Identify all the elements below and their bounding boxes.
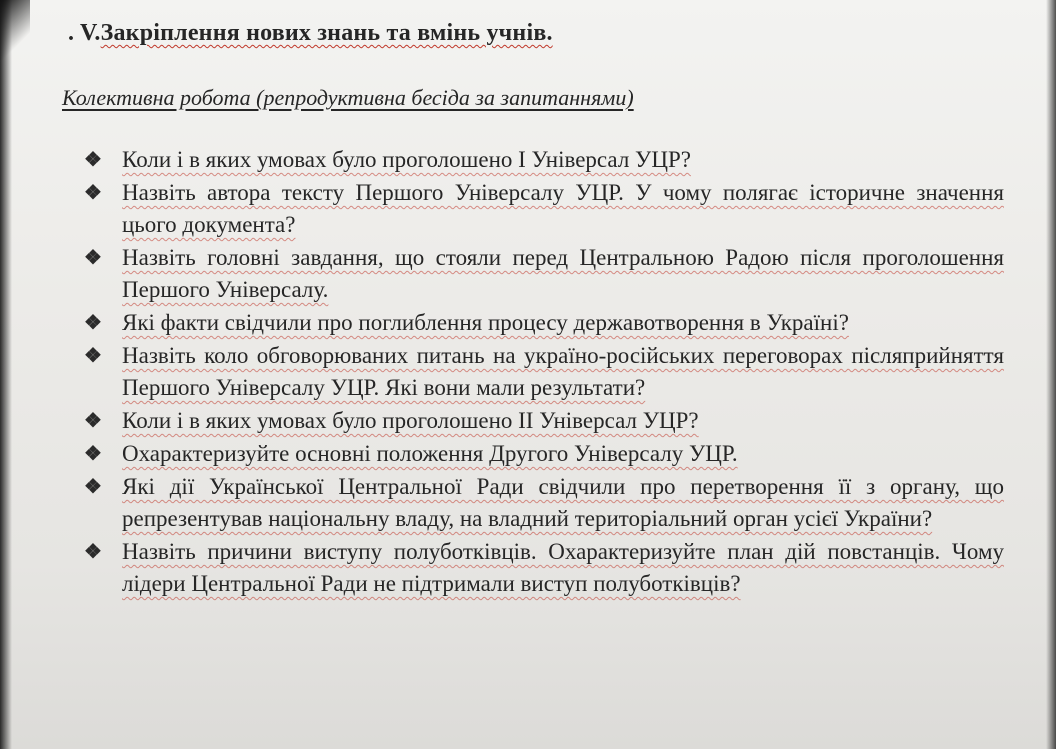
diamond-bullet-icon: ❖ <box>84 149 102 171</box>
diamond-bullet-icon: ❖ <box>84 182 102 204</box>
diamond-bullet-icon: ❖ <box>84 312 102 334</box>
photo-edge-left <box>0 0 12 749</box>
question-text: Які дії Української Центральної Ради свідчили про перетворення її з органу, що репрезентував національну владу, на владний територіальний орган усієї України? <box>122 474 1004 531</box>
subheading: Колективна робота (репродуктивна бесіда за запитаннями) <box>62 85 634 110</box>
list-item <box>84 144 1004 176</box>
diamond-bullet-icon: ❖ <box>84 345 102 367</box>
diamond-bullet-icon: ❖ <box>84 247 102 269</box>
list-item <box>84 438 1004 470</box>
list-item <box>84 340 1004 404</box>
list-item <box>84 405 1004 437</box>
list-item <box>84 307 1004 339</box>
section-heading <box>68 20 553 47</box>
question-text: Коли і в яких умовах було проголошено І Універсал УЦР? <box>122 147 691 172</box>
list-item <box>84 536 1004 600</box>
question-text: Назвіть причини виступу полуботківців. Охарактеризуйте план дій повстанців. Чому лідери Центральної Ради не підтримали виступ полуботківців? <box>122 539 1004 596</box>
list-item <box>84 242 1004 306</box>
question-text: Коли і в яких умовах було проголошено ІІ Універсал УЦР? <box>122 408 699 433</box>
question-list <box>84 144 1004 601</box>
question-text: Охарактеризуйте основні положення Другого Універсалу УЦР. <box>122 441 738 466</box>
photo-corner-shadow <box>0 0 30 60</box>
diamond-bullet-icon: ❖ <box>84 476 102 498</box>
section-title: Закріплення нових знань та вмінь учнів. <box>100 20 553 46</box>
photo-edge-right <box>1046 0 1056 749</box>
question-text: Назвіть автора тексту Першого Універсалу УЦР. У чому полягає історичне значення цього документа? <box>122 180 1004 237</box>
diamond-bullet-icon: ❖ <box>84 443 102 465</box>
diamond-bullet-icon: ❖ <box>84 541 102 563</box>
question-text: Назвіть коло обговорюваних питань на україно-російських переговорах післяприйняття Першого Універсалу УЦР. Які вони мали результати? <box>122 343 1004 400</box>
diamond-bullet-icon: ❖ <box>84 410 102 432</box>
section-prefix: . V. <box>68 20 101 46</box>
list-item <box>84 471 1004 535</box>
question-text: Назвіть головні завдання, що стояли перед Центральною Радою після проголошення Першого Універсалу. <box>122 245 1004 302</box>
list-item <box>84 177 1004 241</box>
question-text: Які факти свідчили про поглиблення процесу державотворення в Україні? <box>122 310 849 335</box>
